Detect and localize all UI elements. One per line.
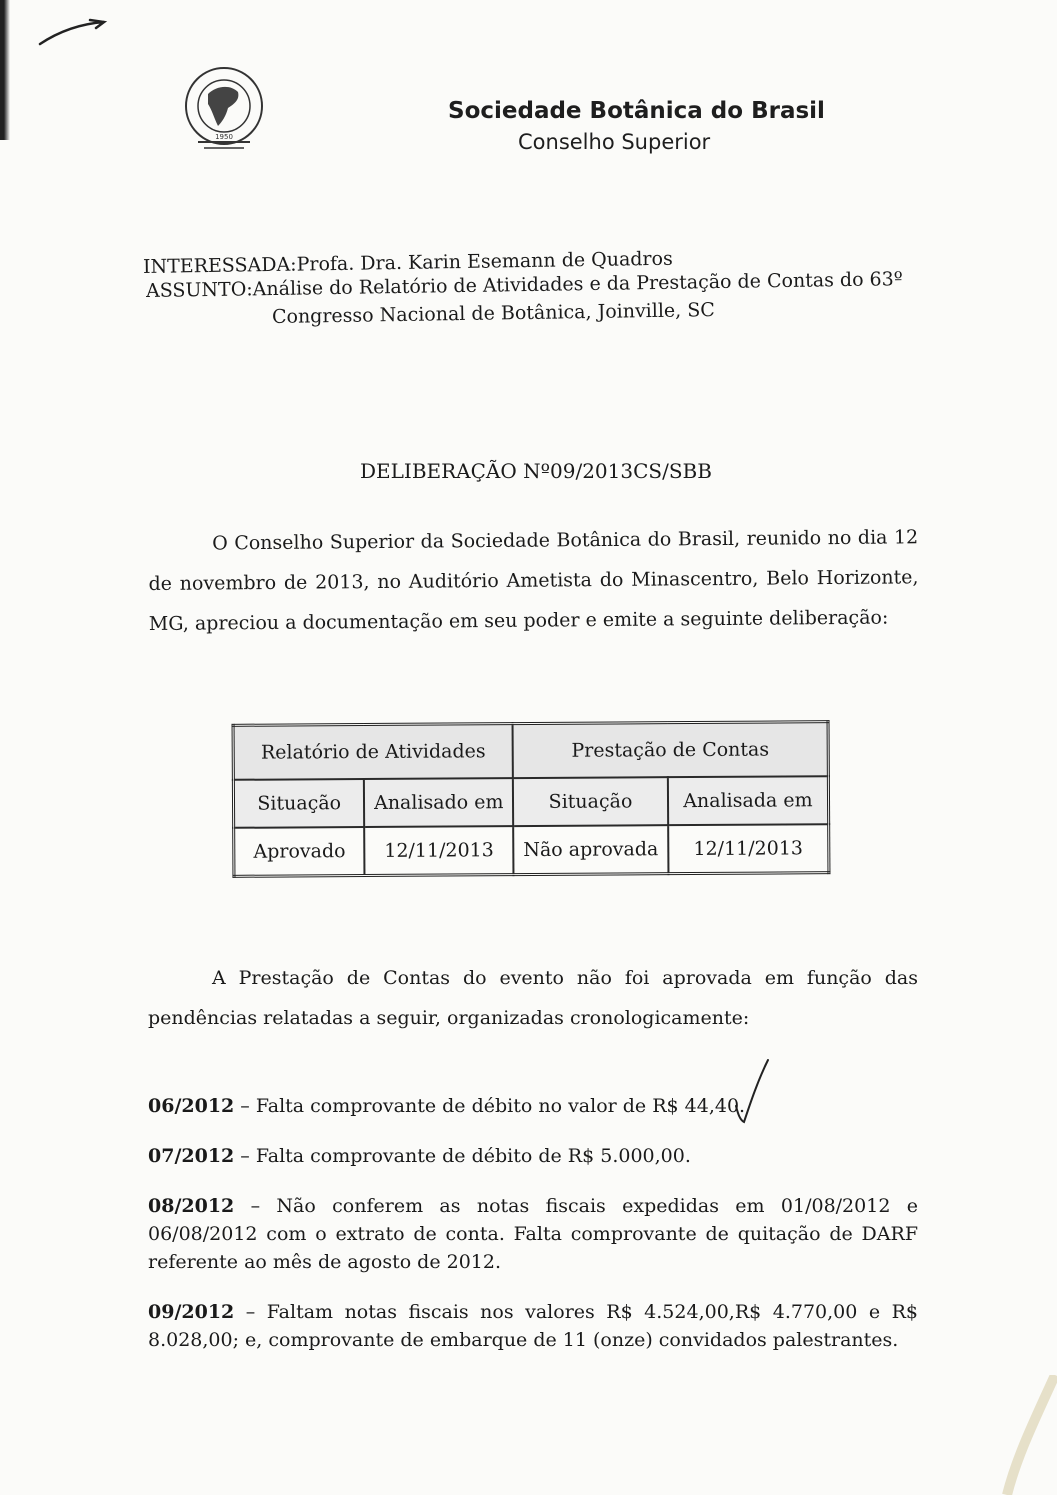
cell-prestacao-data: 12/11/2013 — [668, 824, 829, 873]
item-text: – Falta comprovante de débito de R$ 5.000,00. — [234, 1145, 691, 1167]
page-edge-shadow — [0, 0, 16, 140]
list-item — [148, 1298, 918, 1354]
deliberation-title: DELIBERAÇÃO Nº09/2013CS/SBB — [360, 459, 712, 483]
item-text: – Faltam notas fiscais nos valores R$ 4.524,00,R$ 4.770,00 e R$ 8.028,00; e, comprovante de embarque de 11 (onze) convidados palestrantes. — [148, 1301, 918, 1351]
note-paragraph-block — [148, 958, 918, 1038]
assunto-value-line2: Congresso Nacional de Botânica, Joinville, SC — [271, 299, 715, 328]
cell-relatorio-data: 12/11/2013 — [365, 826, 514, 875]
item-date: 08/2012 — [148, 1195, 235, 1217]
handwritten-mark-icon — [38, 18, 108, 48]
svg-text:1950: 1950 — [215, 133, 233, 141]
header-prestacao: Prestação de Contas — [513, 722, 829, 778]
subheader-analisado-em: Analisado em — [364, 778, 513, 827]
intro-paragraph: O Conselho Superior da Sociedade Botânica do Brasil, reunido no dia 12 de novembro de 2013, no Auditório Ametista do Minascentro, Belo Horizonte, MG, apreciou a documentação em seu poder e emite a seguinte deliberação: — [148, 526, 919, 635]
list-item — [148, 1092, 918, 1120]
table-row — [234, 824, 829, 876]
organization-council: Conselho Superior — [518, 130, 711, 154]
subheader-analisada-em: Analisada em — [668, 776, 829, 825]
list-item — [148, 1142, 918, 1170]
interessada-label: INTERESSADA: — [142, 253, 297, 278]
assunto-label: ASSUNTO: — [145, 278, 253, 302]
item-text: – Falta comprovante de débito no valor de R$ 44,40. — [234, 1095, 746, 1117]
subheader-situacao-2: Situação — [513, 777, 668, 826]
intro-paragraph-block — [148, 517, 919, 644]
item-date: 06/2012 — [148, 1095, 235, 1117]
subheader-situacao-1: Situação — [233, 779, 364, 828]
table-sub-header-row — [233, 776, 828, 828]
cell-relatorio-situacao: Aprovado — [234, 827, 365, 876]
list-item — [148, 1192, 918, 1276]
item-date: 09/2012 — [148, 1301, 235, 1323]
deliberation-table — [232, 720, 831, 878]
header-relatorio: Relatório de Atividades — [233, 724, 513, 780]
organization-name: Sociedade Botânica do Brasil — [448, 98, 825, 124]
table-group-header-row — [233, 722, 828, 780]
page-corner-mark — [967, 1375, 1057, 1495]
assunto-value-line1: Análise do Relatório de Atividades e da Prestação de Contas do 63º — [252, 268, 903, 301]
item-date: 07/2012 — [148, 1145, 235, 1167]
cell-prestacao-situacao: Não aprovada — [513, 825, 668, 874]
item-text: – Não conferem as notas fiscais expedidas em 01/08/2012 e 06/08/2012 com o extrato de conta. Falta comprovante de quitação de DARF referente ao mês de agosto de 2012. — [148, 1195, 918, 1273]
interessada-value: Profa. Dra. Karin Esemann de Quadros — [296, 247, 673, 276]
society-seal-logo — [178, 64, 270, 156]
note-paragraph: A Prestação de Contas do evento não foi aprovada em função das pendências relatadas a seguir, organizadas cronologicamente: — [148, 967, 918, 1029]
pending-items-list — [148, 1092, 918, 1376]
